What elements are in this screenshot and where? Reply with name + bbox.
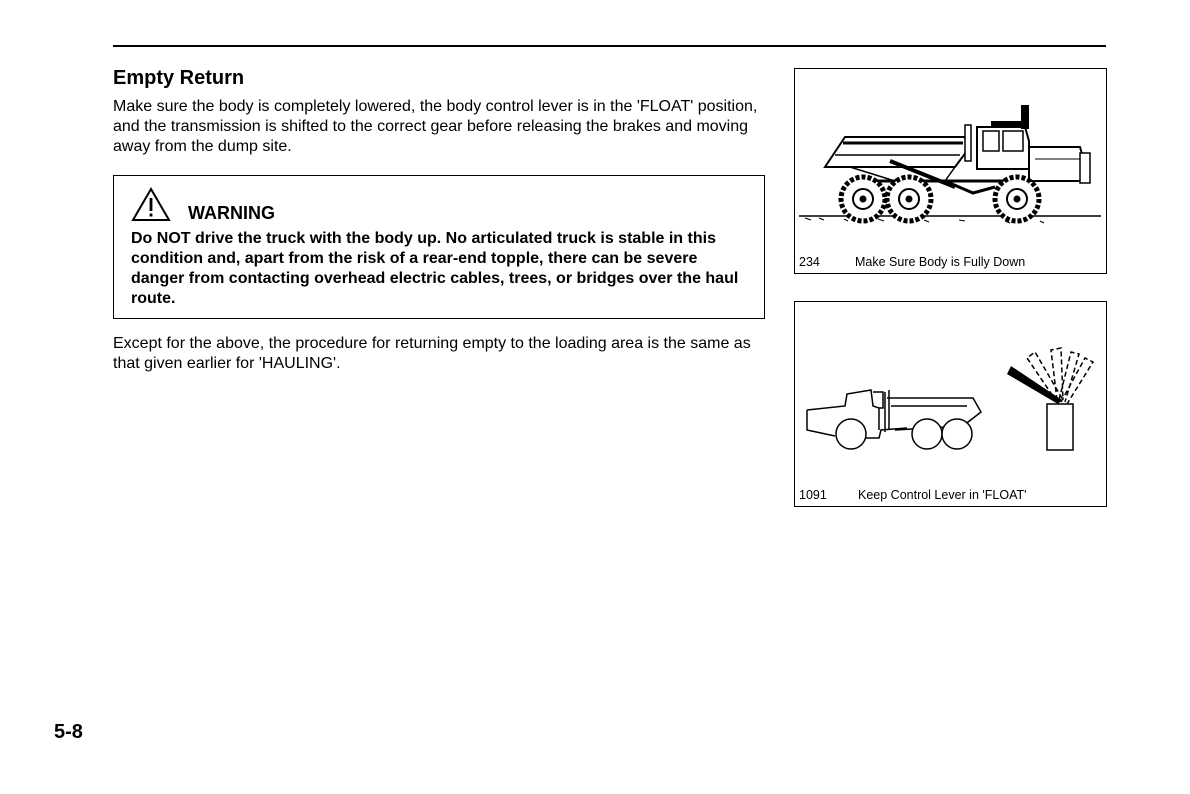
figure-body-down [794,68,1107,274]
intro-paragraph: Make sure the body is completely lowered, the body control lever is in the 'FLOAT' position, and the transmission is shifted to the correct gear before releasing the brakes and moving away from the dump site. [113,98,758,155]
warning-box [113,175,765,319]
warning-text: Do NOT drive the truck with the body up. No articulated truck is stable in this condition and, apart from the risk of a rear-end topple, there can be severe danger from contacting overhead electric cables, trees, or bridges over the haul route. [131,230,739,307]
dump-truck-illustration [795,69,1106,249]
header-rule [113,45,1106,47]
section-title: Empty Return [113,67,245,89]
warning-triangle-icon [131,187,171,223]
float-lever-illustration [795,302,1106,482]
figure-caption: Make Sure Body is Fully Down [855,255,1026,269]
figure-number: 234 [799,255,820,269]
figure-number: 1091 [799,488,827,502]
figure-caption: Keep Control Lever in 'FLOAT' [858,488,1027,502]
figure-float-lever [794,301,1107,507]
followup-paragraph: Except for the above, the procedure for returning empty to the loading area is the same as that given earlier for 'HAULING'. [113,335,751,372]
page-number: 5-8 [54,721,83,743]
warning-title: WARNING [188,203,275,223]
